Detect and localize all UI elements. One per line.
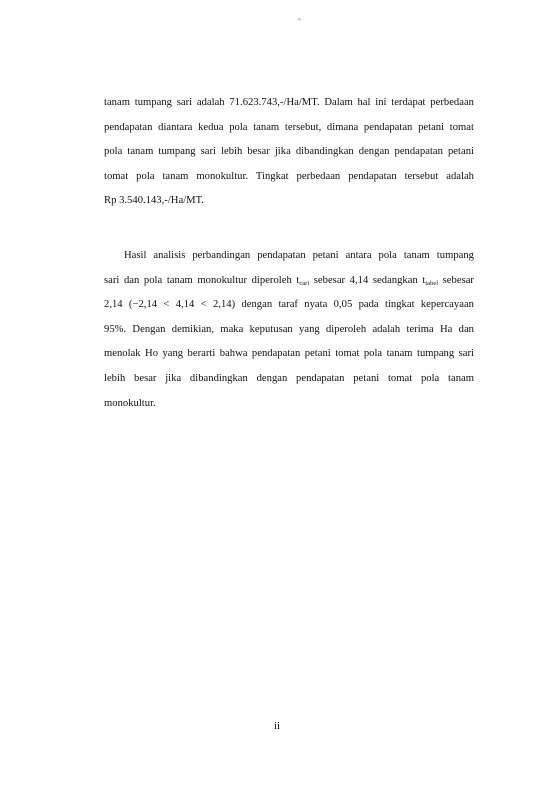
subscript-cari: cari	[299, 279, 310, 287]
paragraph-income-difference	[104, 91, 474, 214]
subscript-tabel: tabel	[425, 279, 439, 287]
paragraph-analysis-result	[104, 244, 474, 416]
text-fragment: sari dan pola tanam monokultur diperoleh t	[104, 274, 300, 286]
text-line: 2,14 (−2,14 < 4,14 < 2,14) dengan taraf nyata 0,05 pada tingkat kepercayaan	[104, 299, 474, 311]
text-line: tanam tumpang sari adalah 71.623.743,-/Ha/MT. Dalam hal ini terdapat perbedaan	[104, 97, 474, 108]
text-line: pendapatan diantara kedua pola tanam tersebut, dimana pendapatan petani tomat	[104, 121, 474, 133]
text-fragment: sebesar 4,14 sedangkan t	[309, 274, 426, 286]
text-line: lebih besar jika dibandingkan dengan pendapatan petani tomat pola tanam	[104, 372, 474, 384]
text-fragment: sebesar	[438, 274, 474, 286]
text-line: menolak Ho yang berarti bahwa pendapatan petani tomat pola tanam tumpang sari	[104, 348, 474, 360]
text-line: tomat pola tanam monokultur. Tingkat perbedaan pendapatan tersebut adalah	[104, 170, 474, 182]
text-line-with-subscripts	[104, 269, 474, 294]
text-line: pola tanam tumpang sari lebih besar jika dibandingkan dengan pendapatan petani	[104, 146, 474, 158]
text-line: Rp 3.540.143,-/Ha/MT.	[104, 195, 204, 207]
text-line: Hasil analisis perbandingan pendapatan petani antara pola tanam tumpang	[124, 250, 474, 261]
text-line: monokultur.	[104, 397, 156, 409]
page-number: ii	[273, 720, 281, 732]
text-line: 95%. Dengan demikian, maka keputusan yang diperoleh adalah terima Ha dan	[104, 323, 474, 335]
stray-mark: °	[298, 17, 301, 25]
